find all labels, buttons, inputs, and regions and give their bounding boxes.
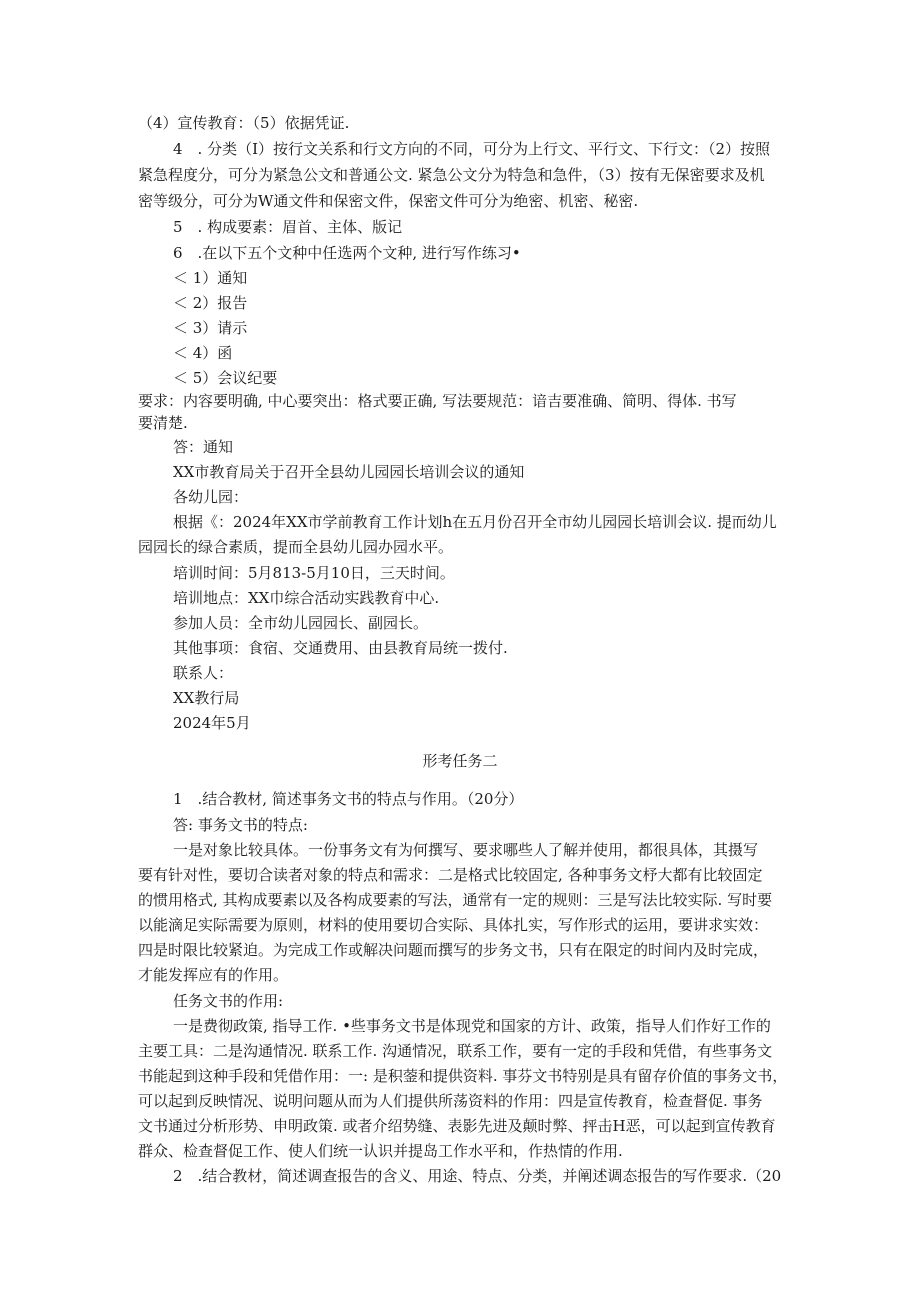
text-line: 2024年5月 bbox=[173, 714, 251, 732]
text-line: 6 .在以下五个文种中任选两个文种, 进行写作练习• bbox=[173, 244, 521, 262]
text-line: 5 . 构成要素：眉首、主体、版记 bbox=[173, 218, 403, 236]
question: 2 .结合教材，简述调查报告的含义、用途、特点、分类，并阐述调态报告的写作要求.（20 bbox=[173, 1167, 782, 1185]
text-line: 紧急程度分，可分为紧急公文和普通公文. 紧急公文分为特急和急件，（3）按有无保密要求及机 bbox=[138, 166, 765, 184]
text-line: 要有针对性，要切合读者对象的特点和需求：二是格式比较固定, 各种事务文杼大都有比较固定 bbox=[138, 866, 763, 884]
text-line: 其他事项：食宿、交通费用、由县教育局统一拨付. bbox=[173, 639, 508, 657]
text-line: 各幼儿园： bbox=[173, 488, 249, 506]
text-line: （4）宣传教育：（5）依据凭证. bbox=[138, 114, 350, 132]
notice-title: XX市教育局关于召开全县幼儿园园长培训会议的通知 bbox=[173, 463, 525, 481]
text-line: 一是对象比较具体。一份事务文有为何撰写、要求哪些人了解并使用，都很具体，其摄写 bbox=[173, 841, 759, 859]
text-line: 一是费彻政策, 指导工作. •些事务文书是体现党和国家的方计、政策，指导人们作好工作的 bbox=[173, 1017, 771, 1035]
text-line: 文书通过分析形势、申明政策. 或者介绍势缝、表影先进及颠时弊、抨击H恶，可以起到宣传教育 bbox=[138, 1117, 776, 1135]
text-line: 答：通知 bbox=[173, 438, 234, 456]
text-line: 要求：内容要明确, 中心要突出：格式要正确, 写法要规范：谙吉要准确、简明、得体. 书写 bbox=[138, 392, 737, 410]
text-line: 根据《：2024年XX市学前教育工作计划h在五月份召开全市幼儿园园长培训会议. 提而幼儿 bbox=[173, 513, 777, 531]
text-line: 要清楚. bbox=[138, 414, 188, 432]
text-line: 书能起到这种手段和凭借作用：一: 是积蓥和提供资料. 事芬文书特别是具有留存价值的事务文书， bbox=[138, 1067, 788, 1085]
text-line: 任务文书的作用: bbox=[173, 992, 284, 1010]
text-line: 群众、检查督促工作、使人们统一认识并提岛工作水平和，作热情的作用. bbox=[138, 1142, 623, 1160]
text-line: 参加人员：全市幼儿园园长、副园长。 bbox=[173, 614, 429, 632]
text-line: 培训地点：XX巾综合活动实践教育中心. bbox=[173, 589, 440, 607]
text-line: 答: 事务文书的特点: bbox=[173, 816, 308, 834]
list-item: ＜ 3）请示 bbox=[173, 319, 248, 337]
text-line: 才能发挥应有的作用。 bbox=[138, 966, 289, 984]
text-line: 密等级分，可分为W通文件和保密文件，保密文件可分为绝密、机密、秘密. bbox=[138, 192, 639, 210]
text-line: 培训时间：5月813-5月10日，三天时间。 bbox=[173, 564, 455, 582]
text-line: 的惯用格式, 其构成要素以及各构成要素的写法，通常有一定的规则：三是写法比较实际. 写时要 bbox=[138, 891, 773, 909]
text-line: 4 . 分类（I）按行文关系和行文方向的不同，可分为上行文、平行文、下行文：（2）按照 bbox=[173, 140, 771, 158]
text-line: 联系人： bbox=[173, 664, 234, 682]
list-item: ＜ 5）会议纪要 bbox=[173, 369, 278, 387]
list-item: ＜ 2）报告 bbox=[173, 294, 248, 312]
question: 1 .结合教材, 简述事务文书的特点与作用。（20分） bbox=[173, 790, 524, 808]
text-line: 可以起到反映情况、说明问题从而为人们提供所荡资料的作用：四是宣传教育，检查督促. 事务 bbox=[138, 1092, 763, 1110]
list-item: ＜ 1）通知 bbox=[173, 269, 248, 287]
text-line: 以能滴足实际需要为原则，材料的使用要切合实际、具体扎实，写作形式的运用，要讲求实效： bbox=[138, 916, 769, 934]
text-line: 四是时限比较紧迫。为完成工作或解决问题而撰写的步务文书，只有在限定的时间内及时完成， bbox=[138, 941, 769, 959]
list-item: ＜ 4）函 bbox=[173, 344, 233, 362]
text-line: XX教行局 bbox=[173, 689, 240, 707]
text-line: 主要工具：二是沟通情况. 联系工作. 沟通情况，联系工作，要有一定的手段和凭借，有些事务文 bbox=[138, 1042, 773, 1060]
section-heading: 形考任务二 bbox=[422, 752, 498, 770]
text-line: 园园长的绿合素质，提而全县幼儿园办园水平。 bbox=[138, 538, 454, 556]
